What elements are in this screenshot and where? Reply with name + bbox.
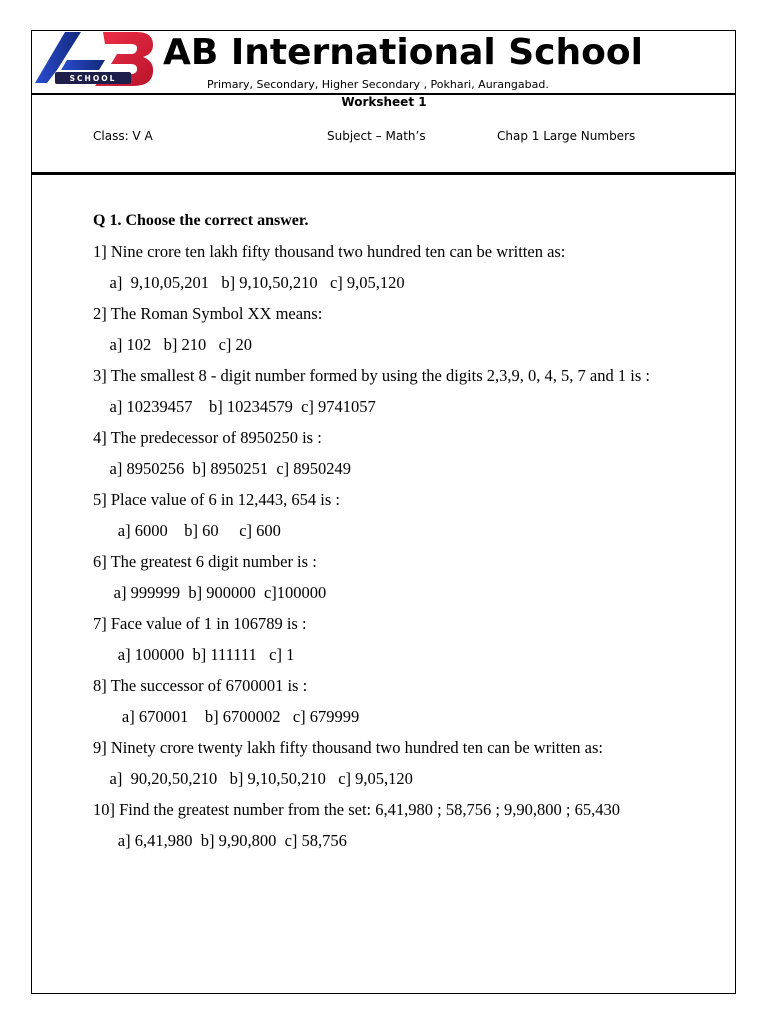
class-label: Class: V A [93,129,153,143]
question-text: 5] Place value of 6 in 12,443, 654 is : [93,490,341,509]
question-text: 8] The successor of 6700001 is : [93,676,308,695]
question-text: 4] The predecessor of 8950250 is : [93,428,322,447]
school-address: Primary, Secondary, Higher Secondary , Pokhari, Aurangabad. [207,78,549,91]
answer-options: a] 90,20,50,210 b] 9,10,50,210 c] 9,05,120 [93,769,413,788]
subject-label: Subject – Math’s [327,129,426,143]
header-rule-bottom [32,172,735,175]
answer-options: a] 6000 b] 60 c] 600 [93,521,281,540]
question-text: 1] Nine crore ten lakh fifty thousand two hundred ten can be written as: [93,242,566,261]
answer-options: a] 9,10,05,201 b] 9,10,50,210 c] 9,05,120 [93,273,405,292]
question-text: 9] Ninety crore twenty lakh fifty thousand two hundred ten can be written as: [93,738,603,757]
worksheet-content [93,211,675,862]
question-text: 7] Face value of 1 in 106789 is : [93,614,307,633]
answer-options: a] 10239457 b] 10234579 c] 9741057 [93,397,376,416]
question-text: 3] The smallest 8 - digit number formed by using the digits 2,3,9, 0, 4, 5, 7 and 1 is : [93,366,650,385]
answer-options: a] 999999 b] 900000 c]100000 [93,583,327,602]
question-text: 6] The greatest 6 digit number is : [93,552,317,571]
question-text: 2] The Roman Symbol XX means: [93,304,323,323]
answer-options: a] 102 b] 210 c] 20 [93,335,253,354]
answer-options: a] 6,41,980 b] 9,90,800 c] 58,756 [93,831,347,850]
chapter-label: Chap 1 Large Numbers [497,129,636,143]
section-heading: Q 1. Choose the correct answer. [93,212,309,229]
answer-options: a] 8950256 b] 8950251 c] 8950249 [93,459,352,478]
answer-options: a] 100000 b] 111111 c] 1 [93,645,295,664]
worksheet-title: Worksheet 1 [341,95,427,109]
school-name: AB International School [163,32,643,73]
logo-text: SCHOOL [69,74,117,83]
question-text: 10] Find the greatest number from the set: 6,41,980 ; 58,756 ; 9,90,800 ; 65,430 [93,800,621,819]
answer-options: a] 670001 b] 6700002 c] 679999 [93,707,360,726]
school-logo [33,30,155,88]
question-list [93,242,675,851]
